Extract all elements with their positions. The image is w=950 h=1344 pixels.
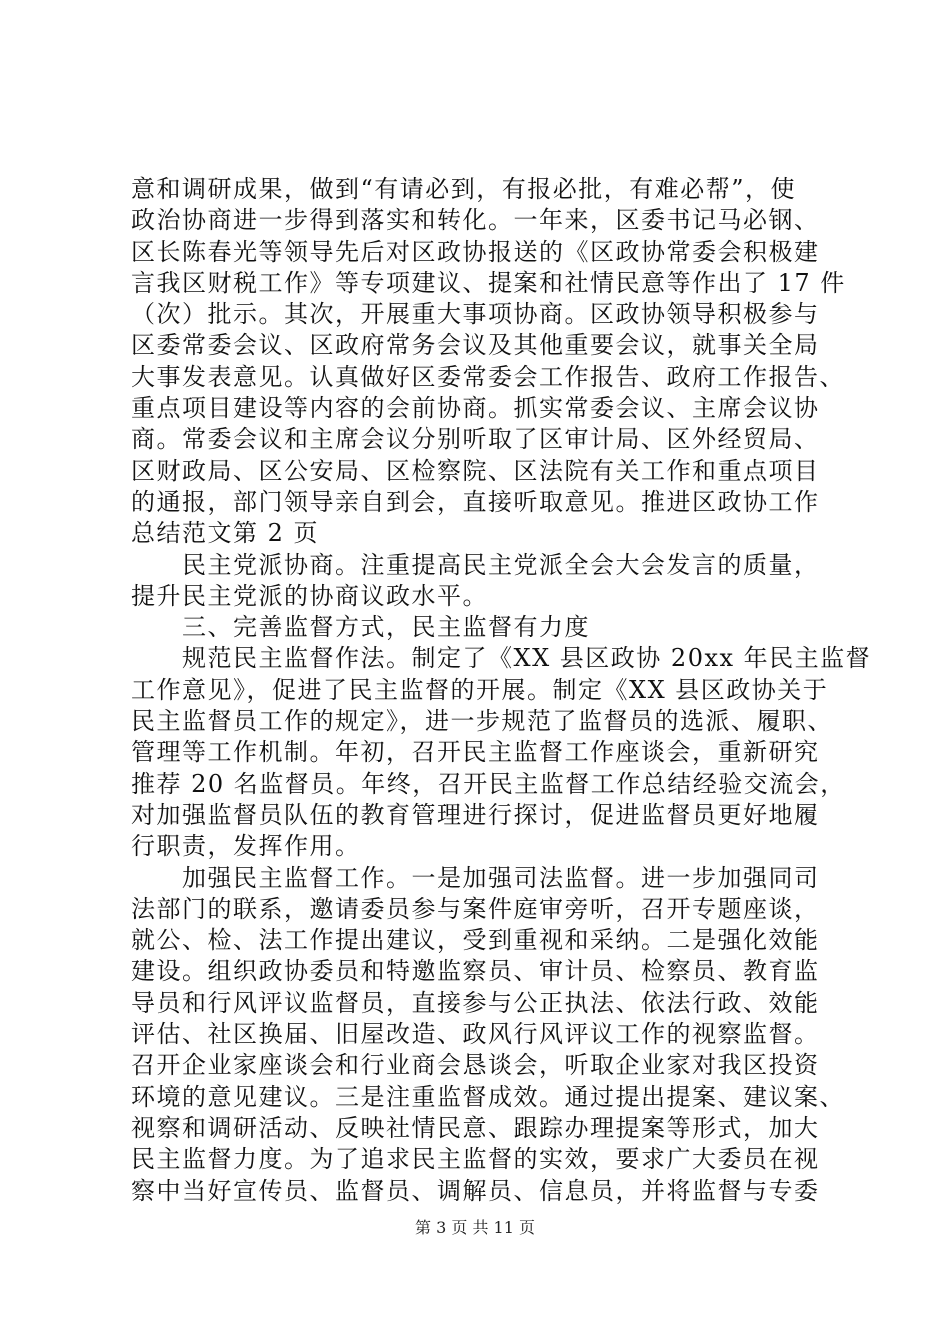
text-line: 意和调研成果，做到“有请必到，有报必批，有难必帮”，使 (131, 175, 797, 203)
page-footer (0, 1218, 950, 1238)
text-line: 区长陈春光等领导先后对区政协报送的《区政协常委会积极建 (131, 237, 820, 266)
text-line: 对加强监督员队伍的教育管理进行探讨，促进监督员更好地履 (131, 800, 820, 829)
text-line: 的通报，部门领导亲自到会，直接听取意见。推进区政协工作 (131, 487, 820, 516)
text-line: 区委常委会议、区政府常务会议及其他重要会议，就事关全局 (131, 331, 820, 360)
page-number: 第 3 页 共 11 页 (415, 1218, 535, 1237)
text-line: 导员和行风评议监督员，直接参与公正执法、依法行政、效能 (131, 988, 820, 1017)
body-text (131, 174, 872, 1207)
text-line: 言我区财税工作》等专项建议、提案和社情民意等作出了 17 件 (131, 268, 846, 297)
text-line: 民主党派协商。注重提高民主党派全会大会发言的质量， (131, 550, 820, 579)
text-line: 就公、检、法工作提出建议，受到重视和采纳。二是强化效能 (131, 926, 820, 955)
text-line: 民主监督力度。为了追求民主监督的实效，要求广大委员在视 (131, 1145, 820, 1174)
text-line: 重点项目建设等内容的会前协商。抓实常委会议、主席会议协 (131, 394, 820, 423)
text-line: 法部门的联系，邀请委员参与案件庭审旁听，召开专题座谈， (131, 894, 820, 923)
text-line: 建设。组织政协委员和特邀监察员、审计员、检察员、教育监 (131, 957, 820, 986)
text-line: 提升民主党派的协商议政水平。 (131, 581, 488, 610)
text-line: 政治协商进一步得到落实和转化。一年来，区委书记马必钢、 (131, 206, 820, 235)
text-line: 召开企业家座谈会和行业商会恳谈会，听取企业家对我区投资 (131, 1051, 820, 1080)
text-line: 总结范文第 2 页 (131, 519, 320, 548)
text-line: 规范民主监督作法。制定了《XX 县区政协 20xx 年民主监督 (131, 644, 872, 673)
text-line: 察中当好宣传员、监督员、调解员、信息员，并将监督与专委 (131, 1176, 820, 1205)
text-line: 加强民主监督工作。一是加强司法监督。进一步加强同司 (131, 863, 820, 892)
text-line: 大事发表意见。认真做好区委常委会工作报告、政府工作报告、 (131, 362, 845, 391)
text-line: 民主监督员工作的规定》，进一步规范了监督员的选派、履职、 (131, 707, 833, 736)
text-line: 工作意见》，促进了民主监督的开展。制定《XX 县区政协关于 (131, 675, 829, 704)
text-line: 视察和调研活动、反映社情民意、跟踪办理提案等形式，加大 (131, 1113, 820, 1142)
text-line: （次）批示。其次，开展重大事项协商。区政协领导积极参与 (131, 300, 820, 329)
text-line: 评估、社区换届、旧屋改造、政风行风评议工作的视察监督。 (131, 1020, 820, 1049)
text-line: 管理等工作机制。年初，召开民主监督工作座谈会，重新研究 (131, 738, 820, 767)
text-line: 行职责，发挥作用。 (131, 832, 361, 861)
text-line: 推荐 20 名监督员。年终，召开民主监督工作总结经验交流会， (131, 769, 846, 798)
section-heading: 三、完善监督方式，民主监督有力度 (131, 613, 590, 642)
text-line: 环境的意见建议。三是注重监督成效。通过提出提案、建议案、 (131, 1082, 845, 1111)
text-line: 区财政局、区公安局、区检察院、区法院有关工作和重点项目 (131, 456, 820, 485)
text-line: 商。常委会议和主席会议分别听取了区审计局、区外经贸局、 (131, 425, 820, 454)
